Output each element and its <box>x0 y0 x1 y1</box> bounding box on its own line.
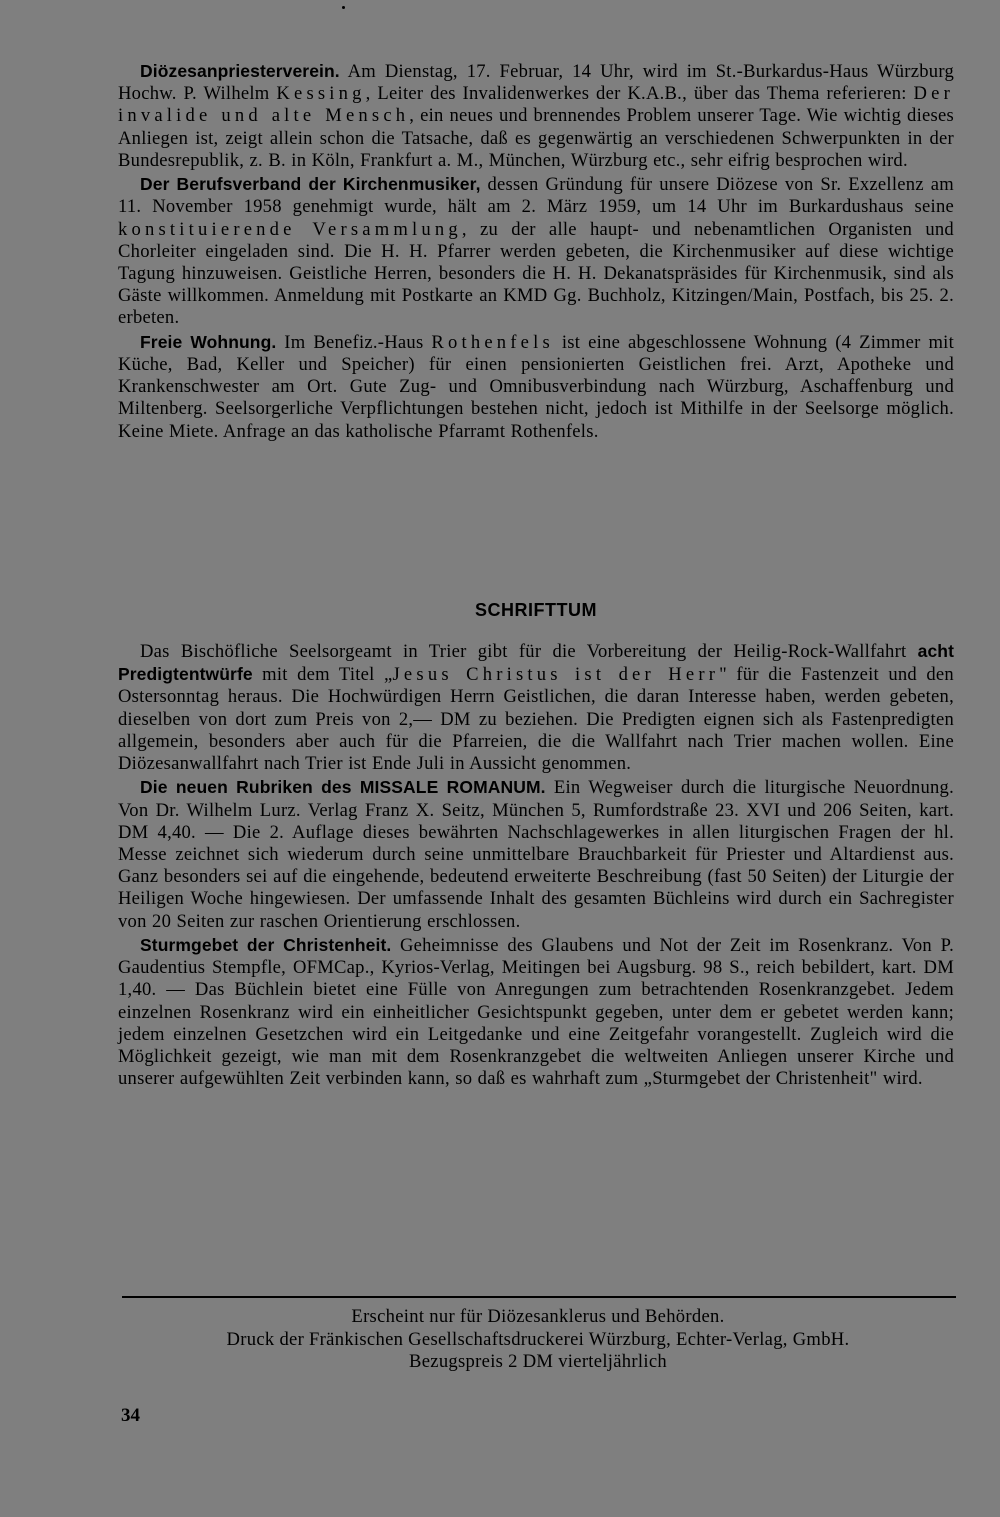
footer-divider <box>122 1296 956 1298</box>
notice-free-apartment: Freie Wohnung. Im Benefiz.-Haus Rothenfels ist eine abgeschlossene Wohnung (4 Zimmer mit Küche, Bad, Keller und Speicher) für einen pensionierten Geistlichen frei. Arzt, Apotheke und Krankenschwester am Ort. Gute Zug- und Omnibusverbindung nach Würzburg, Aschaffenburg und Miltenberg. Seelsorgerliche Verpflichtungen bestehen nicht, jedoch ist Mithilfe in der Seelsorge möglich. Keine Miete. Anfrage an das katholische Pfarramt Rothenfels. <box>118 331 954 442</box>
literature-sermon-drafts: Das Bischöfliche Seelsorgeamt in Trier gibt für die Vorbereitung der Heilig-Rock-Wallfahrt acht Predigtentwürfe mit dem Titel „Jesus Christus ist der Herr" für die Fastenzeit und den Ostersonntag heraus. Die Hochwürdigen Herrn Geistlichen, die daran Interesse haben, werden gebeten, dieselben von dort zum Preis von 2,— DM zu beziehen. Die Predigten eignen sich als Fastenpredigten allgemein, besonders aber auch für die Pfarreien, die die Wallfahrt nach Trier machen wollen. Eine Diözesanwallfahrt nach Trier ist Ende Juli in Aussicht genommen. <box>118 641 954 775</box>
notice-priest-association: Diözesanpriesterverein. Am Dienstag, 17. Februar, 14 Uhr, wird im St.-Burkardus-Haus Würzburg Hochw. P. Wilhelm Kessing, Leiter des Invalidenwerkes der K.A.B., über das Thema referieren: Der invalide und alte Mensch, ein neues und brennendes Problem unserer Tage. Wie wichtig dieses Anliegen ist, zeigt allein schon die Tatsache, daß es gegenwärtig an verschiedenen Schwerpunkten in der Bundesrepublik, z. B. in Köln, Frankfurt a. M., München, Würzburg etc., sehr eifrig besprochen wird. <box>118 61 954 171</box>
notice-church-musicians: Der Berufsverband der Kirchenmusiker, dessen Gründung für unsere Diözese von Sr. Exzellenz am 11. November 1958 genehmigt wurde, hält am 2. März 1959, um 14 Uhr im Burkardushaus seine konstituierende Versammlung, zu der alle haupt- und nebenamtlichen Organisten und Chorleiter eingeladen sind. Die H. H. Pfarrer werden gebeten, die Kirchenmusiker auf diese wichtige Tagung hinzuweisen. Geistliche Herren, besonders die H. H. Dekanatspräsides für Kirchenmusik, sind als Gäste willkommen. Anmeldung mit Postkarte an KMD Gg. Buchholz, Kitzingen/Main, Postfach, bis 25. 2. erbeten. <box>118 174 954 329</box>
footer-line-2: Druck der Fränkischen Gesellschaftsdruckerei Würzburg, Echter-Verlag, GmbH. <box>226 1328 850 1350</box>
page-number: 34 <box>121 1405 140 1426</box>
footer <box>118 1306 958 1374</box>
literature-missale-romanum: Die neuen Rubriken des MISSALE ROMANUM. Ein Wegweiser durch die liturgische Neuordnung. Von Dr. Wilhelm Lurz. Verlag Franz X. Seitz, München 5, Rumfordstraße 23. XVI und 206 Seiten, kart. DM 4,40. — Die 2. Auflage dieses bewährten Nachschlagewerkes in allen liturgischen Fragen der hl. Messe zeichnet sich wiederum durch seine unmittelbare Brauchbarkeit für Priester und Altardienst aus. Ganz besonders sei auf die eingehende, bedeutend erweiterte Beschreibung (fast 50 Seiten) der Liturgie der Heiligen Woche hingewiesen. Der umfassende Inhalt des gesamten Büchleins wird durch ein Sachregister von 20 Seiten zur raschen Orientierung erschlossen. <box>118 777 954 932</box>
literature-sturmgebet: Sturmgebet der Christenheit. Geheimnisse des Glaubens und Not der Zeit im Rosenkranz. Von P. Gaudentius Stempfle, OFMCap., Kyrios-Verlag, Meitingen bei Augsburg. 98 S., reich bebildert, kart. DM 1,40. — Das Büchlein bietet eine Fülle von Anregungen zum betrachtenden Rosenkranzgebet. Jedem einzelnen Rosenkranz wird ein einheitlicher Gesichtspunkt gegeben, unter dem er gebetet werden kann; jedem einzelnen Gesetzchen wird ein Leitgedanke und eine Zeitgefahr vorangestellt. Zugleich wird die Möglichkeit gezeigt, wie man mit dem Rosenkranzgebet die weltweiten Anliegen unserer Kirche und unserer aufgewühlten Zeit verbinden kann, so daß es wahrhaft zum „Sturmgebet der Christenheit" wird. <box>118 935 954 1090</box>
section-heading: SCHRIFTTUM <box>475 600 597 620</box>
footer-line-1: Erscheint nur für Diözesanklerus und Behörden. <box>351 1306 725 1327</box>
print-speck <box>342 6 345 9</box>
literature-section <box>118 640 954 1092</box>
footer-line-3: Bezugspreis 2 DM vierteljährlich <box>409 1351 667 1372</box>
notices-section <box>118 60 954 444</box>
